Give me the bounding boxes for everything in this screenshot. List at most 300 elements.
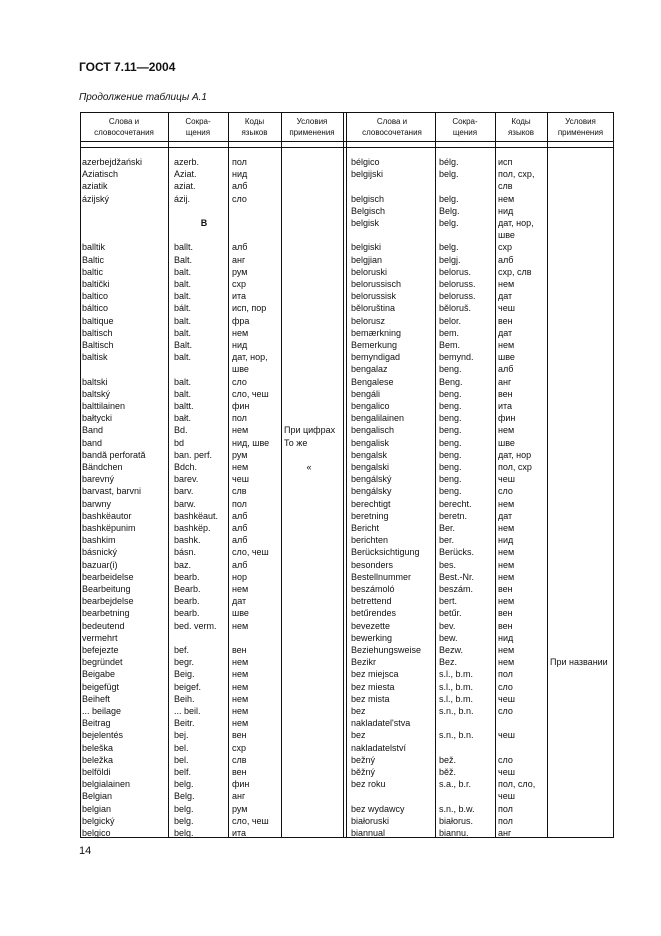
abbreviation-cell: bashkëaut.: [174, 510, 219, 521]
language-code-cell: шве: [232, 608, 249, 619]
word-cell: bengalisk: [351, 437, 390, 448]
word-cell: bearbeidelse: [82, 571, 134, 582]
word-cell: beretning: [351, 510, 389, 521]
abbreviation-cell: baz.: [174, 559, 192, 570]
language-code-cell: нид: [498, 205, 514, 216]
language-code-cell: чеш: [498, 767, 515, 777]
word-cell: bewerking: [351, 632, 393, 643]
abbreviation-cell: s.l., b.m.: [439, 681, 474, 692]
language-code-cell: дат, нор,: [232, 352, 268, 363]
language-code-cell: схр: [232, 742, 247, 753]
language-code-cell: пол: [232, 157, 247, 167]
word-cell: biannual: [351, 828, 386, 838]
word-cell: beleška: [82, 742, 114, 753]
word-cell: Bericht: [351, 523, 380, 533]
abbreviation-cell: belg.: [174, 803, 194, 814]
language-code-cell: алб: [498, 254, 514, 265]
abbreviation-cell: ber.: [439, 535, 455, 546]
word-cell: balttilainen: [82, 401, 126, 411]
abbreviation-cell: Bez.: [439, 657, 458, 668]
abbreviation-cell: balt.: [174, 352, 192, 363]
language-code-cell: алб: [232, 559, 248, 570]
word-cell: ... beilage: [82, 706, 122, 716]
column-header: Условия применения: [557, 117, 604, 137]
abbreviation-cell: s.l., b.m.: [439, 669, 474, 680]
word-cell: baltski: [82, 376, 108, 387]
language-code-cell: алб: [232, 242, 248, 253]
abbreviation-cell: s.n., b.n.: [439, 706, 474, 716]
column-divider: [495, 112, 496, 838]
word-cell: Beitrag: [82, 718, 111, 729]
language-code-cell: дат: [498, 510, 513, 521]
word-cell: belgjian: [351, 254, 383, 265]
abbreviation-cell: aziat.: [174, 181, 196, 192]
word-cell: Band: [82, 425, 104, 436]
language-code-cell: нем: [232, 657, 249, 668]
language-code-cell: сло: [232, 193, 247, 204]
abbreviation-cell: bearb.: [174, 571, 200, 582]
language-code-cell: нем: [232, 425, 249, 436]
word-cell: nakladatel'stva: [351, 718, 411, 729]
language-code-cell: сло, чеш: [232, 388, 269, 399]
word-cell: bez: [351, 730, 366, 741]
word-cell: belorussisch: [351, 279, 402, 289]
language-code-cell: нем: [498, 571, 515, 582]
language-code-cell: пол: [498, 669, 513, 680]
language-code-cell: дат, нор,: [498, 218, 534, 228]
language-code-cell: нем: [232, 584, 249, 594]
language-code-cell: нем: [232, 681, 249, 692]
word-cell: belgijski: [351, 169, 384, 180]
abbreviation-cell: beigef.: [174, 681, 202, 692]
page-number: 14: [79, 845, 92, 857]
abbreviation-cell: biannu.: [439, 828, 469, 838]
abbreviation-cell: begr.: [174, 657, 195, 668]
abbreviation-cell: balt.: [174, 291, 192, 302]
language-code-cell: шве: [232, 364, 249, 375]
language-code-cell: пол: [498, 803, 513, 814]
language-code-cell: анг: [232, 791, 246, 802]
abbreviation-cell: Bezw.: [439, 645, 464, 655]
abbreviation-cell: bel.: [174, 742, 189, 753]
abbreviation-cell: ban. perf.: [174, 449, 213, 460]
abbreviation-cell: bem.: [439, 327, 460, 338]
abbreviation-cell: balt.: [174, 388, 192, 399]
word-cell: Aziatisch: [82, 169, 119, 180]
abbreviation-cell: beretn.: [439, 510, 468, 521]
abbreviation-cell: barev.: [174, 474, 199, 485]
language-code-cell: чеш: [498, 693, 515, 704]
abbreviation-cell: Beig.: [174, 669, 195, 680]
language-code-cell: чеш: [498, 303, 515, 314]
language-code-cell: чеш: [232, 474, 249, 485]
abbreviation-cell: beng.: [439, 437, 462, 448]
word-cell: Belgian: [82, 791, 113, 802]
word-cell: baltic: [82, 266, 104, 277]
word-cell: Bestellnummer: [351, 571, 412, 582]
word-cell: Baltic: [82, 254, 105, 265]
language-code-cell: анг: [232, 254, 246, 265]
language-code-cell: вен: [498, 584, 513, 594]
word-cell: berichten: [351, 535, 389, 546]
language-code-cell: чеш: [498, 474, 515, 485]
column-header: Коды языков: [241, 117, 268, 137]
word-cell: Bengalese: [351, 376, 394, 387]
abbreviation-cell: bałt.: [174, 413, 192, 424]
column-divider: [547, 112, 548, 838]
word-cell: belorusz: [351, 315, 386, 326]
word-cell: Bändchen: [82, 462, 123, 472]
language-code-cell: дат: [232, 596, 247, 607]
word-cell: betrettend: [351, 596, 392, 607]
word-cell: beloruski: [351, 266, 388, 277]
word-cell: bez roku: [351, 779, 386, 790]
language-code-cell: ита: [232, 828, 247, 838]
word-cell: bengáli: [351, 388, 381, 399]
language-code-cell: пол, схр,: [498, 169, 535, 180]
language-code-cell: исп: [498, 157, 513, 167]
abbreviation-cell: beloruss.: [439, 279, 476, 289]
language-code-cell: фин: [232, 401, 250, 411]
abbreviation-cell: beng.: [439, 449, 462, 460]
abbreviation-cell: bed. verm.: [174, 620, 217, 631]
language-code-cell: нем: [498, 523, 515, 533]
language-code-cell: фра: [232, 315, 250, 326]
language-code-cell: нид: [498, 632, 514, 643]
language-code-cell: анг: [498, 376, 512, 387]
word-cell: bélgico: [351, 157, 380, 167]
abbreviation-cell: belg.: [174, 815, 194, 826]
word-cell: bengalski: [351, 462, 390, 472]
word-cell: běloruština: [351, 303, 396, 314]
word-cell: Berücksichtigung: [351, 547, 420, 558]
language-code-cell: нем: [498, 193, 515, 204]
language-code-cell: сло, чеш: [232, 815, 269, 826]
abbreviation-cell: beng.: [439, 401, 462, 411]
abbreviation-cell: Bdch.: [174, 462, 198, 472]
word-cell: aziatik: [82, 181, 108, 192]
abbreviation-cell: bd: [174, 437, 185, 448]
language-code-cell: нем: [232, 718, 249, 729]
abbreviation-cell: beszám.: [439, 584, 474, 594]
word-cell: bez wydawcy: [351, 803, 405, 814]
word-cell: bedeutend: [82, 620, 125, 631]
language-code-cell: вен: [232, 645, 247, 655]
language-code-cell: ита: [232, 291, 247, 302]
abbreviation-cell: baltt.: [174, 401, 194, 411]
word-cell: bałtycki: [82, 413, 113, 424]
abbreviation-cell: barv.: [174, 486, 194, 497]
language-code-cell: рум: [232, 449, 248, 460]
word-cell: básnický: [82, 547, 118, 558]
language-code-cell: слв: [232, 486, 247, 497]
language-code-cell: нем: [498, 559, 515, 570]
word-cell: befejezte: [82, 645, 119, 655]
abbreviation-cell: belg.: [439, 242, 459, 253]
language-code-cell: дат: [498, 327, 513, 338]
column-divider: [343, 112, 347, 838]
abbreviation-cell: beng.: [439, 413, 462, 424]
abbreviation-cell: betűr.: [439, 608, 462, 619]
word-cell: bemyndigad: [351, 352, 401, 363]
abbreviation-cell: bélg.: [439, 157, 459, 167]
column-header: Коды языков: [507, 117, 535, 137]
word-cell: bashkëpunim: [82, 523, 136, 533]
abbreviation-cell: balt.: [174, 376, 192, 387]
usage-note-cell: При названии: [550, 657, 608, 668]
abbreviation-cell: beng.: [439, 364, 462, 375]
usage-note-cell: «: [306, 462, 312, 472]
word-cell: belgisch: [351, 193, 385, 204]
abbreviation-cell: bef.: [174, 645, 190, 655]
abbreviation-cell: bež.: [439, 754, 457, 765]
word-cell: nakladatelství: [351, 742, 407, 753]
usage-note-cell: То же: [284, 437, 308, 448]
abbreviation-cell: běž.: [439, 767, 457, 777]
abbreviation-cell: barw.: [174, 498, 196, 509]
abbreviation-cell: s.l., b.m.: [439, 693, 474, 704]
language-code-cell: нем: [498, 596, 515, 607]
abbreviation-cell: belg.: [174, 828, 194, 838]
column-header: Слова и словосочетания: [362, 117, 422, 137]
word-cell: belgico: [82, 828, 111, 838]
language-code-cell: нем: [498, 547, 515, 558]
word-cell: besonders: [351, 559, 394, 570]
word-cell: Bezikr: [351, 657, 377, 668]
word-cell: betűrendes: [351, 608, 397, 619]
word-cell: vermehrt: [82, 632, 118, 643]
word-cell: baltički: [82, 279, 110, 289]
abbreviation-cell: ... beil.: [174, 706, 201, 716]
abbreviation-cell: belorus.: [439, 266, 472, 277]
language-code-cell: нем: [232, 462, 249, 472]
abbreviation-cell: bej.: [174, 730, 189, 741]
abbreviation-cell: Berücks.: [439, 547, 475, 558]
language-code-cell: дат: [498, 291, 513, 302]
word-cell: belföldi: [82, 767, 111, 777]
language-code-cell: нем: [498, 657, 515, 668]
word-cell: bengálsky: [351, 486, 392, 497]
language-code-cell: рум: [232, 266, 248, 277]
word-cell: baltico: [82, 291, 109, 302]
word-cell: bemærkning: [351, 327, 402, 338]
language-code-cell: дат, нор: [498, 449, 532, 460]
word-cell: beležka: [82, 754, 114, 765]
language-code-cell: вен: [232, 767, 247, 777]
word-cell: bez miesta: [351, 681, 395, 692]
language-code-cell: сло: [498, 706, 513, 716]
language-code-cell: алб: [232, 535, 248, 546]
language-code-cell: исп, пор: [232, 303, 267, 314]
abbreviation-cell: belgj.: [439, 254, 461, 265]
word-cell: bazuar(i): [82, 559, 118, 570]
abbreviation-cell: s.n., b.w.: [439, 803, 475, 814]
word-cell: Baltisch: [82, 340, 114, 350]
word-cell: belgisk: [351, 218, 380, 228]
word-cell: azerbejdžański: [82, 157, 143, 167]
language-code-cell: пол: [232, 498, 247, 509]
abbreviation-cell: belg.: [439, 218, 459, 228]
language-code-cell: алб: [232, 523, 248, 533]
language-code-cell: слв: [232, 754, 247, 765]
abbreviation-cell: bashk.: [174, 535, 201, 546]
word-cell: báltico: [82, 303, 109, 314]
abbreviation-cell: białorus.: [439, 815, 474, 826]
word-cell: Beziehungsweise: [351, 645, 422, 655]
language-code-cell: нем: [498, 340, 515, 350]
abbreviation-cell: Bem.: [439, 340, 461, 350]
word-cell: belgialainen: [82, 779, 131, 790]
abbreviation-cell: balt.: [174, 315, 192, 326]
word-cell: bandă perforată: [82, 449, 146, 460]
language-code-cell: нид: [232, 169, 248, 180]
language-code-cell: слв: [498, 181, 513, 192]
abbreviation-cell: bes.: [439, 559, 457, 570]
word-cell: barvast, barvni: [82, 486, 142, 497]
usage-note-cell: При цифрах: [284, 425, 336, 436]
language-code-cell: вен: [498, 388, 513, 399]
abbreviation-cell: Belg.: [439, 205, 460, 216]
column-divider: [281, 112, 282, 838]
abbreviation-cell: Balt.: [174, 340, 193, 350]
abbreviation-cell: beng.: [439, 474, 462, 485]
language-code-cell: нем: [498, 279, 515, 289]
language-code-cell: нем: [498, 645, 515, 655]
word-cell: bevezette: [351, 620, 391, 631]
word-cell: Bemerkung: [351, 340, 398, 350]
word-cell: bashkëautor: [82, 510, 132, 521]
word-cell: bengalilainen: [351, 413, 405, 424]
word-cell: běžný: [351, 767, 376, 777]
language-code-cell: нем: [232, 620, 249, 631]
abbreviation-cell: Belg.: [174, 791, 195, 802]
abbreviations-table: [80, 112, 614, 838]
column-header: Слова и словосочетания: [94, 117, 154, 137]
abbreviation-cell: balt.: [174, 327, 192, 338]
word-cell: Beiheft: [82, 693, 111, 704]
language-code-cell: нем: [232, 327, 249, 338]
abbreviation-cell: ázij.: [174, 193, 191, 204]
language-code-cell: нем: [232, 693, 249, 704]
table-caption: Продолжение таблицы А.1: [79, 92, 207, 103]
word-cell: bengalaz: [351, 364, 388, 375]
column-divider: [228, 112, 229, 838]
word-cell: balltik: [82, 242, 106, 253]
language-code-cell: фин: [498, 413, 516, 424]
abbreviation-cell: berecht.: [439, 498, 472, 509]
abbreviation-cell: bearb.: [174, 608, 200, 619]
word-cell: bengalsk: [351, 449, 388, 460]
language-code-cell: пол: [498, 815, 513, 826]
column-header: Сокра- щения: [452, 117, 478, 137]
language-code-cell: схр, слв: [498, 266, 532, 277]
word-cell: baltisk: [82, 352, 108, 363]
word-cell: Bearbeitung: [82, 584, 131, 594]
abbreviation-cell: azerb.: [174, 157, 200, 167]
column-header: Сокра- щения: [185, 117, 211, 137]
language-code-cell: пол, сло,: [498, 779, 536, 790]
column-divider: [168, 112, 169, 838]
abbreviation-cell: bew.: [439, 632, 458, 643]
abbreviation-cell: beng.: [439, 462, 462, 472]
abbreviation-cell: s.a., b.r.: [439, 779, 472, 790]
abbreviation-cell: běloruš.: [439, 303, 472, 314]
language-code-cell: анг: [498, 828, 512, 838]
language-code-cell: шве: [498, 230, 515, 241]
abbreviation-cell: Balt.: [174, 254, 193, 265]
abbreviation-cell: balt.: [174, 266, 192, 277]
language-code-cell: нем: [232, 706, 249, 716]
abbreviation-cell: belg.: [439, 193, 459, 204]
language-code-cell: фин: [232, 779, 250, 790]
word-cell: baltique: [82, 315, 114, 326]
language-code-cell: вен: [232, 730, 247, 741]
abbreviation-cell: bált.: [174, 303, 192, 314]
word-cell: berechtigt: [351, 498, 391, 509]
abbreviation-cell: Beng.: [439, 376, 463, 387]
word-cell: bearbetning: [82, 608, 130, 619]
word-cell: belgický: [82, 815, 115, 826]
language-code-cell: пол, схр: [498, 462, 532, 472]
language-code-cell: нор: [232, 571, 247, 582]
language-code-cell: чеш: [498, 791, 515, 802]
language-code-cell: сло: [498, 681, 513, 692]
abbreviation-cell: bert.: [439, 596, 458, 607]
word-cell: barwny: [82, 498, 112, 509]
abbreviation-cell: s.n., b.n.: [439, 730, 474, 741]
language-code-cell: нем: [498, 425, 515, 436]
word-cell: baltský: [82, 388, 111, 399]
language-code-cell: нид, шве: [232, 437, 270, 448]
abbreviation-cell: Bd.: [174, 425, 188, 436]
abbreviation-cell: Aziat.: [174, 169, 197, 180]
abbreviation-cell: bearb.: [174, 596, 200, 607]
language-code-cell: нид: [232, 340, 248, 350]
language-code-cell: шве: [498, 352, 515, 363]
abbreviation-cell: belf.: [174, 767, 192, 777]
abbreviation-cell: Bearb.: [174, 584, 201, 594]
word-cell: bashkim: [82, 535, 116, 546]
abbreviation-cell: Beih.: [174, 693, 195, 704]
word-cell: bengalisch: [351, 425, 395, 436]
abbreviation-cell: Best.-Nr.: [439, 571, 475, 582]
word-cell: begründet: [82, 657, 123, 668]
abbreviation-cell: beng.: [439, 388, 462, 399]
word-cell: bearbejdelse: [82, 596, 134, 607]
abbreviation-cell: bel.: [174, 754, 189, 765]
word-cell: białoruski: [351, 815, 390, 826]
language-code-cell: сло: [498, 754, 513, 765]
word-cell: bez miejsca: [351, 669, 399, 680]
language-code-cell: рум: [232, 803, 248, 814]
word-cell: bengálský: [351, 474, 392, 485]
language-code-cell: нем: [498, 498, 515, 509]
word-cell: bejelentés: [82, 730, 124, 741]
word-cell: bez mista: [351, 693, 390, 704]
word-cell: beigefügt: [82, 681, 120, 692]
abbreviation-cell: bashkëp.: [174, 523, 211, 533]
word-cell: Beigabe: [82, 669, 116, 680]
abbreviation-cell: balt.: [174, 279, 192, 289]
language-code-cell: шве: [498, 437, 515, 448]
word-cell: bežný: [351, 754, 376, 765]
language-code-cell: схр: [498, 242, 513, 253]
abbreviation-cell: beng.: [439, 486, 462, 497]
language-code-cell: вен: [498, 620, 513, 631]
language-code-cell: алб: [498, 364, 514, 375]
language-code-cell: чеш: [498, 730, 515, 741]
word-cell: ázijský: [82, 193, 110, 204]
